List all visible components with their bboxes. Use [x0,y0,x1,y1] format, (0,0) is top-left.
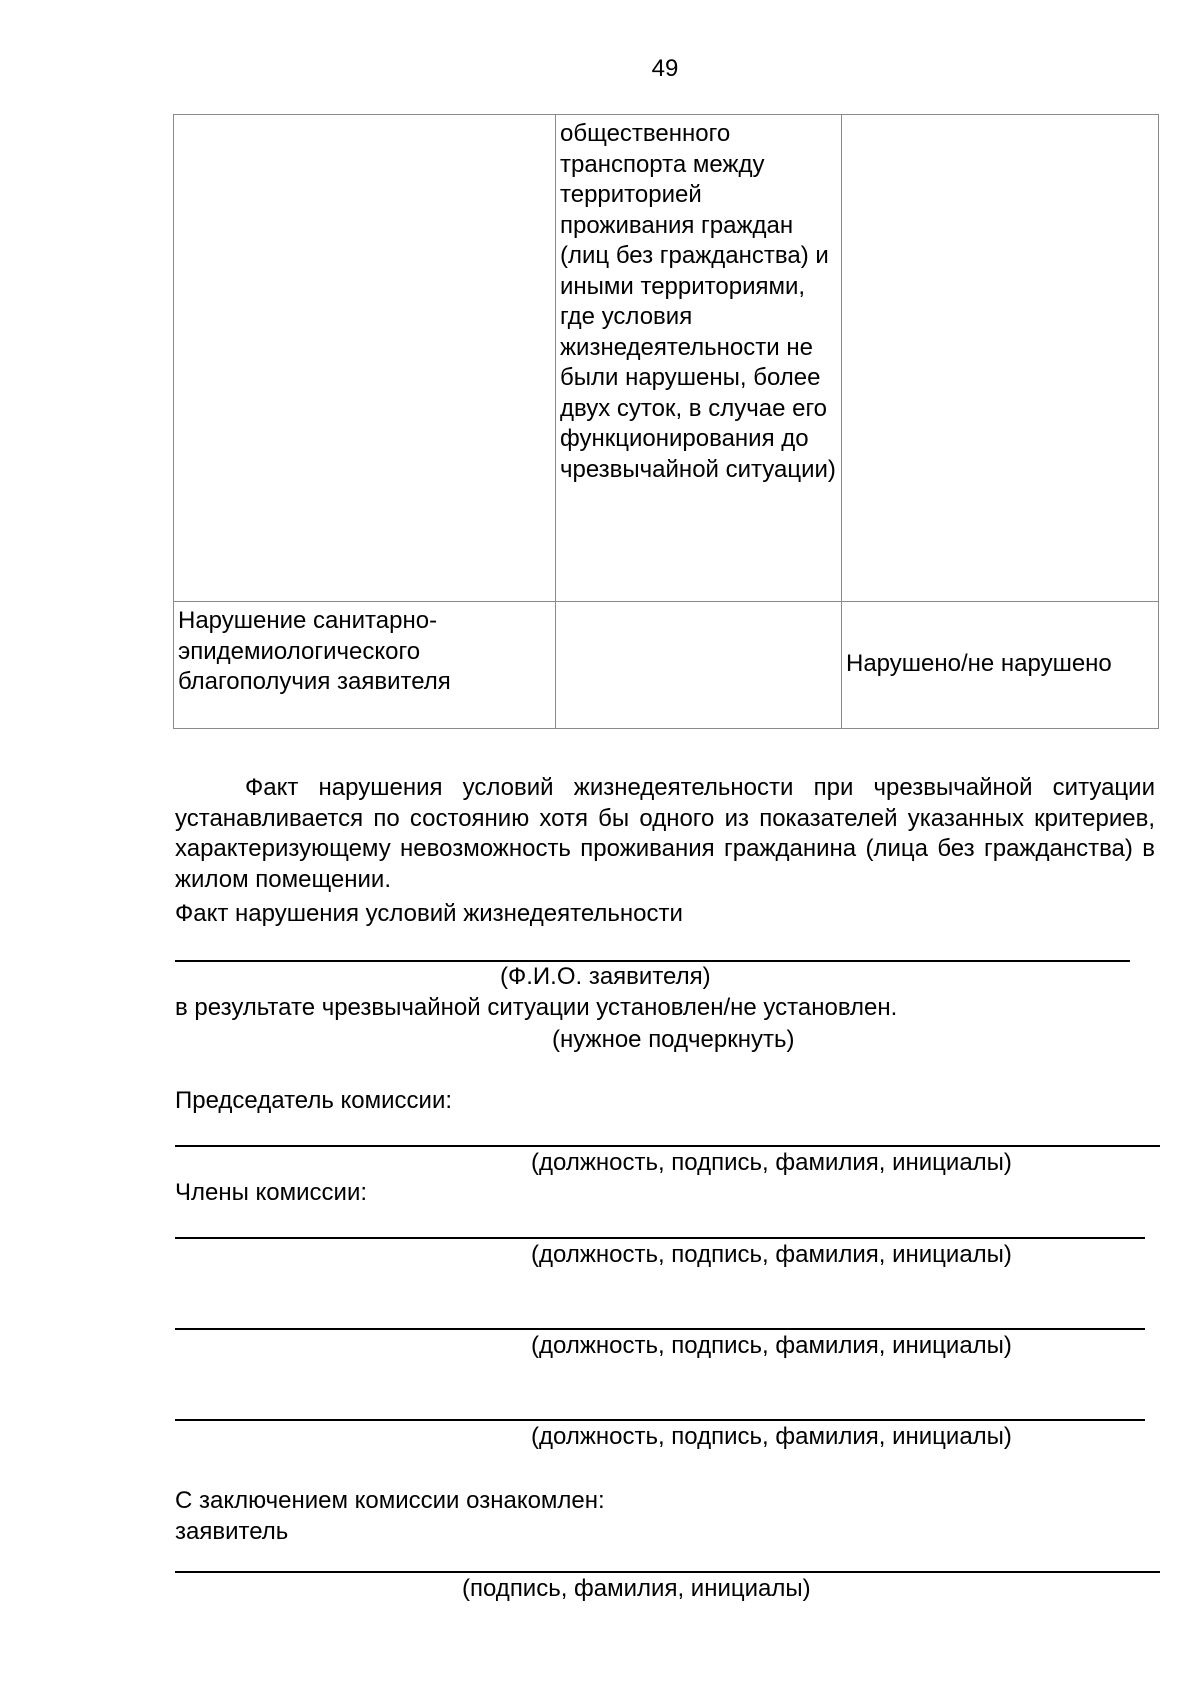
table-cell-status [842,115,1159,602]
chairman-signature-hint: (должность, подпись, фамилия, инициалы) [531,1149,1012,1176]
member-signature-line [175,1328,1145,1330]
applicant-fio-hint: (Ф.И.О. заявителя) [500,963,711,990]
applicant-signature-hint: (подпись, фамилия, инициалы) [462,1575,811,1602]
member-signature-line [175,1419,1145,1421]
page-number: 49 [651,55,679,82]
table-cell-criterion [174,115,556,602]
underline-hint: (нужное подчеркнуть) [552,1026,795,1053]
applicant-label: заявитель [175,1518,289,1545]
member-signature-hint: (должность, подпись, фамилия, инициалы) [531,1241,1012,1268]
table-cell-criterion: Нарушение санитарно-эпидемиологического благополучия заявителя [174,602,556,729]
paragraph-text: Факт нарушения условий жизнедеятельности при чрезвычайной ситуации устанавливается по состоянию хотя бы одного из показателей указанных критериев, характеризующему невозможность проживания гражданина (лица без гражданства) в жилом помещении. [175,774,1155,893]
member-signature-hint: (должность, подпись, фамилия, инициалы) [531,1423,1012,1450]
member-signature-line [175,1237,1145,1239]
chairman-label: Председатель комиссии: [175,1087,453,1114]
result-line: в результате чрезвычайной ситуации установлен/не установлен. [175,994,898,1021]
chairman-signature-line [175,1145,1160,1147]
applicant-signature-line [175,1571,1160,1573]
table-cell-indicator: общественного транспорта между территорией проживания граждан (лиц без гражданства) и иными территориями, где условия жизнедеятельности не были нарушены, более двух суток, в случае его функционирования до чрезвычайной ситуации) [556,115,842,602]
members-label: Члены комиссии: [175,1179,368,1206]
conditions-paragraph [175,773,1155,895]
table-row [174,115,1159,602]
table-cell-status: Нарушено/не нарушено [842,602,1159,729]
criteria-table [173,114,1159,729]
member-signature-hint: (должность, подпись, фамилия, инициалы) [531,1332,1012,1359]
fact-line: Факт нарушения условий жизнедеятельности [175,900,683,927]
table-cell-indicator [556,602,842,729]
acquainted-label: С заключением комиссии ознакомлен: [175,1487,605,1514]
table-row [174,602,1159,729]
